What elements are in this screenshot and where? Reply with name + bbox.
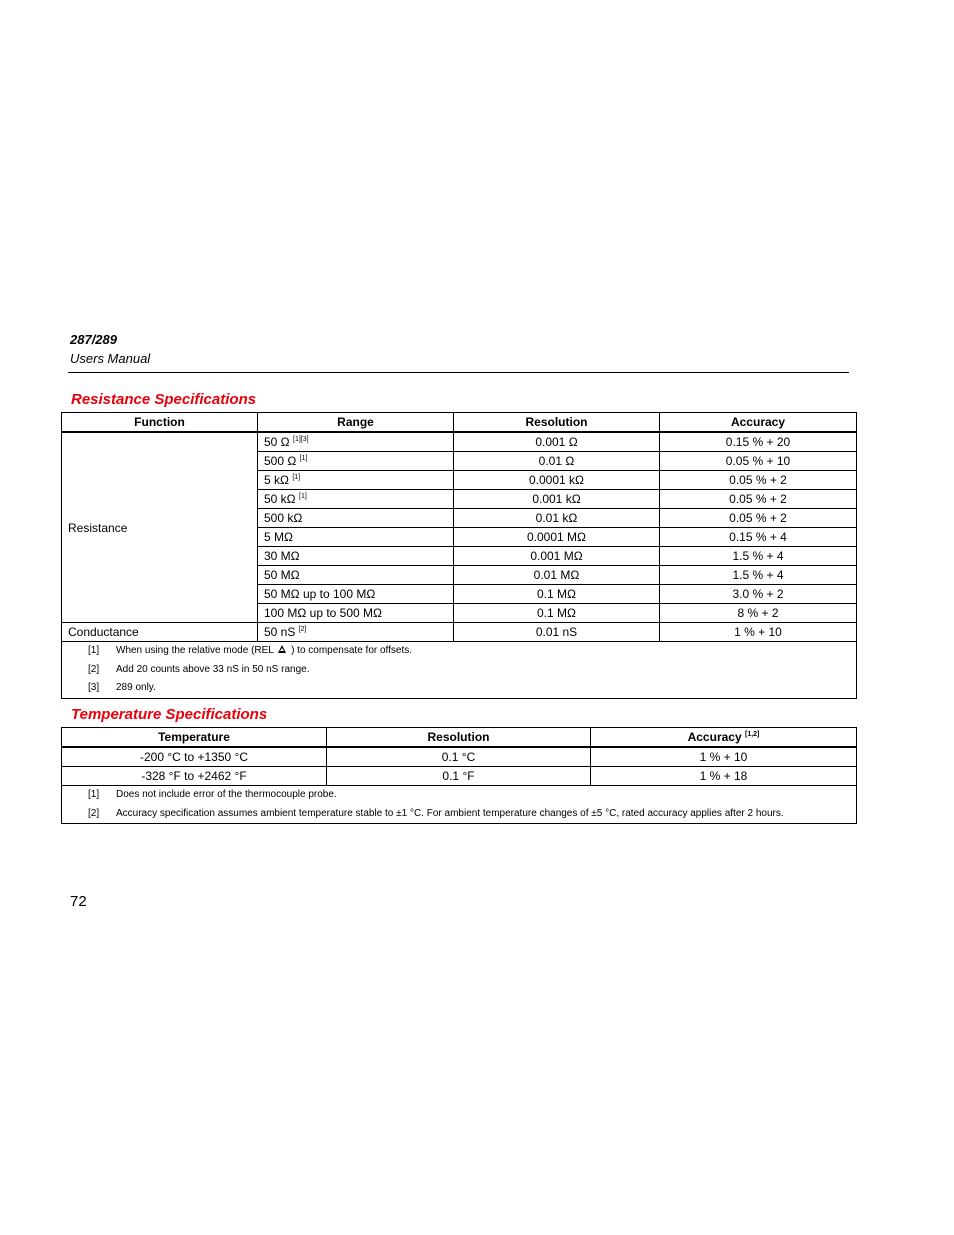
resolution-cell: 0.1 °C bbox=[327, 747, 591, 767]
resolution-cell: 0.1 MΩ bbox=[454, 604, 660, 623]
resolution-cell: 0.1 °F bbox=[327, 767, 591, 786]
table-row bbox=[62, 432, 857, 452]
accuracy-cell: 8 % + 2 bbox=[660, 604, 857, 623]
accuracy-cell: 3.0 % + 2 bbox=[660, 585, 857, 604]
accuracy-cell: 1 % + 10 bbox=[591, 747, 857, 767]
table-row bbox=[62, 623, 857, 642]
page-number: 72 bbox=[70, 893, 87, 910]
accuracy-cell: 0.05 % + 2 bbox=[660, 471, 857, 490]
footnotes-cell bbox=[62, 786, 857, 824]
accuracy-cell: 1 % + 10 bbox=[660, 623, 857, 642]
resolution-cell: 0.001 kΩ bbox=[454, 490, 660, 509]
accuracy-cell: 0.05 % + 10 bbox=[660, 452, 857, 471]
resolution-cell: 0.01 Ω bbox=[454, 452, 660, 471]
temperature-cell: -328 °F to +2462 °F bbox=[62, 767, 327, 786]
page-header bbox=[70, 331, 150, 367]
accuracy-cell: 0.05 % + 2 bbox=[660, 490, 857, 509]
function-cell: Conductance bbox=[62, 623, 258, 642]
resistance-spec-table bbox=[61, 412, 857, 699]
footnote: [1] When using the relative mode (REL ) to compensate for offsets. bbox=[88, 645, 413, 656]
range-cell: 100 MΩ up to 500 MΩ bbox=[258, 604, 454, 623]
manual-subtitle: Users Manual bbox=[70, 351, 151, 366]
accuracy-cell: 1.5 % + 4 bbox=[660, 547, 857, 566]
range-cell: 500 Ω [1] bbox=[258, 452, 454, 471]
delta-icon bbox=[278, 645, 286, 653]
column-header: Function bbox=[62, 413, 258, 433]
footnotes-cell bbox=[62, 642, 857, 699]
resolution-cell: 0.0001 kΩ bbox=[454, 471, 660, 490]
accuracy-cell: 0.05 % + 2 bbox=[660, 509, 857, 528]
header-divider bbox=[68, 372, 849, 373]
resolution-cell: 0.01 MΩ bbox=[454, 566, 660, 585]
resolution-cell: 0.001 MΩ bbox=[454, 547, 660, 566]
footnote: [2] Accuracy specification assumes ambient temperature stable to ±1 °C. For ambient temperature changes of ±5 °C, rated accuracy applies after 2 hours. bbox=[88, 807, 784, 819]
range-cell: 500 kΩ bbox=[258, 509, 454, 528]
accuracy-cell: 0.15 % + 20 bbox=[660, 432, 857, 452]
column-header: Accuracy bbox=[660, 413, 857, 433]
range-cell: 30 MΩ bbox=[258, 547, 454, 566]
resolution-cell: 0.1 MΩ bbox=[454, 585, 660, 604]
table-header-row bbox=[62, 413, 857, 433]
table-header-row bbox=[62, 728, 857, 748]
resolution-cell: 0.0001 MΩ bbox=[454, 528, 660, 547]
range-cell: 50 Ω [1][3] bbox=[258, 432, 454, 452]
table-row bbox=[62, 747, 857, 767]
range-cell: 5 kΩ [1] bbox=[258, 471, 454, 490]
resolution-cell: 0.01 nS bbox=[454, 623, 660, 642]
function-cell: Resistance bbox=[62, 432, 258, 623]
range-cell: 50 MΩ bbox=[258, 566, 454, 585]
range-cell: 50 nS [2] bbox=[258, 623, 454, 642]
notes-row bbox=[62, 786, 857, 824]
table-row bbox=[62, 767, 857, 786]
footnote: [3] 289 only. bbox=[88, 682, 156, 693]
range-cell: 50 MΩ up to 100 MΩ bbox=[258, 585, 454, 604]
footnote: [2] Add 20 counts above 33 nS in 50 nS range. bbox=[88, 663, 310, 675]
column-header: Temperature bbox=[62, 728, 327, 748]
temperature-spec-table bbox=[61, 727, 857, 824]
accuracy-cell: 1 % + 18 bbox=[591, 767, 857, 786]
temperature-cell: -200 °C to +1350 °C bbox=[62, 747, 327, 767]
accuracy-cell: 0.15 % + 4 bbox=[660, 528, 857, 547]
column-header: Range bbox=[258, 413, 454, 433]
notes-row bbox=[62, 642, 857, 699]
footnote: [1] Does not include error of the thermocouple probe. bbox=[88, 789, 337, 800]
column-header: Accuracy [1,2] bbox=[591, 728, 857, 748]
resolution-cell: 0.01 kΩ bbox=[454, 509, 660, 528]
temperature-section-title: Temperature Specifications bbox=[71, 706, 268, 723]
model-number: 287/289 bbox=[70, 332, 117, 347]
resolution-cell: 0.001 Ω bbox=[454, 432, 660, 452]
column-header: Resolution bbox=[327, 728, 591, 748]
resistance-section-title: Resistance Specifications bbox=[71, 391, 257, 408]
range-cell: 50 kΩ [1] bbox=[258, 490, 454, 509]
range-cell: 5 MΩ bbox=[258, 528, 454, 547]
column-header: Resolution bbox=[454, 413, 660, 433]
accuracy-cell: 1.5 % + 4 bbox=[660, 566, 857, 585]
